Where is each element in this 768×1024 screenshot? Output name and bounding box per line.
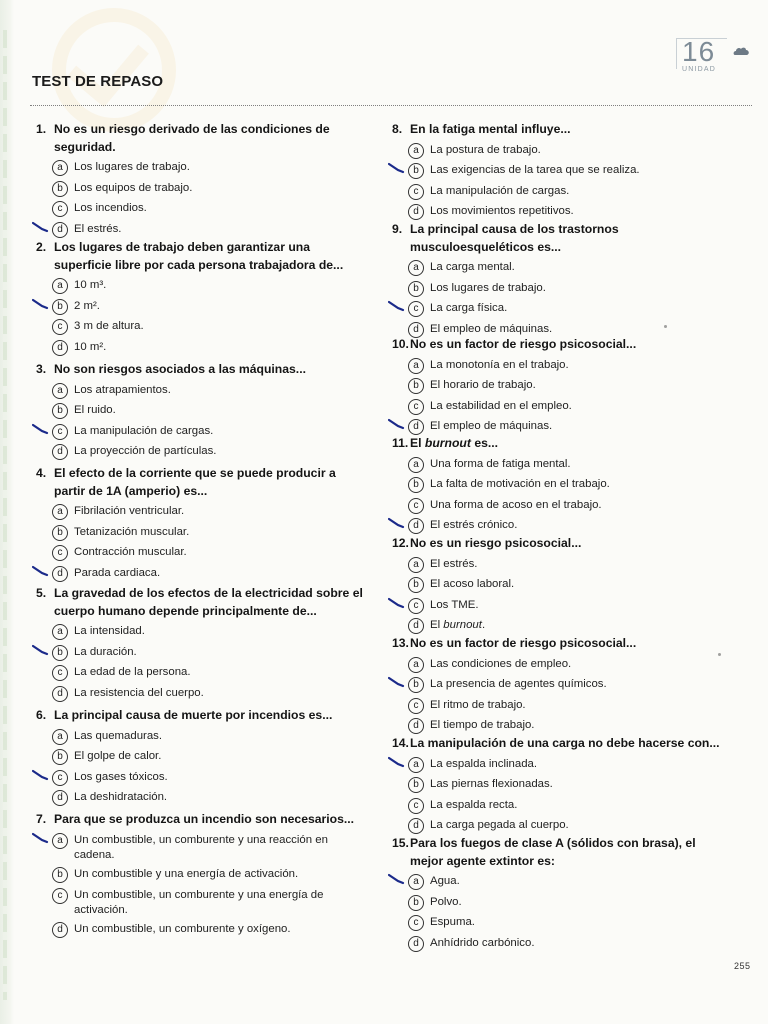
answer-option-d[interactable] bbox=[34, 222, 364, 238]
option-letter-circle: d bbox=[408, 618, 424, 634]
question-text bbox=[34, 361, 364, 379]
option-letter-circle: d bbox=[408, 936, 424, 952]
answer-option-d[interactable] bbox=[390, 204, 720, 220]
option-letter-circle: a bbox=[408, 358, 424, 374]
answer-option-a[interactable] bbox=[390, 757, 720, 773]
question-q1 bbox=[34, 121, 364, 238]
question-stem: En la fatiga mental influye... bbox=[410, 122, 571, 136]
pen-check-mark-icon bbox=[32, 565, 50, 577]
option-letter-circle: b bbox=[408, 477, 424, 493]
option-text: Contracción muscular. bbox=[74, 546, 187, 559]
option-letter-circle: a bbox=[52, 624, 68, 640]
answer-option-a[interactable] bbox=[34, 383, 364, 399]
answer-option-c[interactable] bbox=[34, 665, 364, 681]
answer-option-c[interactable] bbox=[390, 915, 720, 931]
option-text: La monotonía en el trabajo. bbox=[430, 358, 569, 371]
answer-option-c[interactable] bbox=[34, 319, 364, 335]
answer-option-c[interactable] bbox=[34, 770, 364, 786]
pen-check-mark-icon bbox=[32, 221, 50, 233]
question-q12 bbox=[390, 535, 720, 634]
question-text bbox=[390, 435, 720, 453]
option-letter-circle: d bbox=[52, 340, 68, 356]
option-letter-circle: b bbox=[52, 299, 68, 315]
unit-number: 16 bbox=[682, 36, 716, 67]
option-text: El empleo de máquinas. bbox=[430, 322, 553, 335]
option-letter-circle: b bbox=[52, 645, 68, 661]
question-stem: La manipulación de una carga no debe hacerse con... bbox=[410, 736, 720, 750]
answer-option-a[interactable] bbox=[34, 278, 364, 294]
question-stem: El burnout es... bbox=[410, 436, 499, 450]
answer-option-b[interactable] bbox=[390, 163, 720, 179]
option-text: Los lugares de trabajo. bbox=[74, 161, 190, 174]
option-letter-circle: a bbox=[408, 874, 424, 890]
option-text: La duración. bbox=[74, 645, 137, 658]
question-text bbox=[34, 239, 364, 274]
option-letter-circle: b bbox=[408, 777, 424, 793]
answer-option-d[interactable] bbox=[34, 444, 364, 460]
option-text: Un combustible, un comburente y una energía de activación. bbox=[74, 888, 324, 916]
unit-label: UNIDAD bbox=[682, 66, 717, 73]
pen-check-mark-icon bbox=[32, 644, 50, 656]
option-letter-circle: a bbox=[52, 729, 68, 745]
option-letter-circle: d bbox=[408, 322, 424, 338]
option-text: La carga física. bbox=[430, 302, 508, 315]
unit-cloud-icon bbox=[732, 42, 752, 62]
option-letter-circle: a bbox=[52, 383, 68, 399]
option-text: Las quemaduras. bbox=[74, 729, 163, 742]
question-q10 bbox=[390, 336, 720, 435]
option-letter-circle: a bbox=[408, 757, 424, 773]
page-title: TEST DE REPASO bbox=[32, 73, 164, 90]
option-text: Las piernas flexionadas. bbox=[430, 778, 553, 791]
question-q14 bbox=[390, 735, 720, 834]
option-text: El burnout. bbox=[430, 619, 486, 632]
option-letter-circle: a bbox=[408, 457, 424, 473]
option-letter-circle: c bbox=[408, 399, 424, 415]
question-q11 bbox=[390, 435, 720, 534]
option-text: La deshidratación. bbox=[74, 791, 168, 804]
question-stem: No es un factor de riesgo psicosocial... bbox=[410, 337, 637, 351]
question-number: 15. bbox=[392, 836, 409, 850]
option-letter-circle: c bbox=[52, 545, 68, 561]
option-letter-circle: c bbox=[52, 424, 68, 440]
answer-option-b[interactable] bbox=[34, 299, 364, 315]
question-text bbox=[390, 221, 720, 256]
answer-option-d[interactable] bbox=[390, 818, 720, 834]
answer-option-d[interactable] bbox=[390, 618, 720, 634]
question-text bbox=[390, 535, 720, 553]
answer-option-a[interactable] bbox=[34, 729, 364, 745]
option-letter-circle: a bbox=[52, 504, 68, 520]
option-text: El acoso laboral. bbox=[430, 578, 515, 591]
option-letter-circle: a bbox=[52, 833, 68, 849]
pen-check-mark-icon bbox=[388, 597, 406, 609]
answer-option-b[interactable] bbox=[390, 895, 720, 911]
question-q5 bbox=[34, 585, 364, 702]
pen-check-mark-icon bbox=[388, 873, 406, 885]
question-number: 4. bbox=[36, 466, 47, 480]
option-text: 10 m². bbox=[74, 340, 107, 353]
option-letter-circle: d bbox=[408, 818, 424, 834]
question-number: 6. bbox=[36, 708, 47, 722]
answer-option-d[interactable] bbox=[390, 718, 720, 734]
question-q15 bbox=[390, 835, 720, 952]
option-letter-circle: d bbox=[408, 419, 424, 435]
option-text: La carga pegada al cuerpo. bbox=[430, 819, 569, 832]
question-text bbox=[34, 121, 364, 156]
question-q3 bbox=[34, 361, 364, 460]
option-text: El horario de trabajo. bbox=[430, 379, 536, 392]
option-text: Un combustible, un comburente y oxígeno. bbox=[74, 923, 291, 936]
option-text: El ritmo de trabajo. bbox=[430, 698, 526, 711]
answer-option-c[interactable] bbox=[390, 184, 720, 200]
question-q9 bbox=[390, 221, 720, 338]
question-q4 bbox=[34, 465, 364, 582]
pen-check-mark-icon bbox=[32, 769, 50, 781]
option-text: La falta de motivación en el trabajo. bbox=[430, 478, 610, 491]
option-letter-circle: d bbox=[408, 518, 424, 534]
question-number: 14. bbox=[392, 736, 409, 750]
option-text: Los incendios. bbox=[74, 202, 147, 215]
answer-option-a[interactable] bbox=[34, 624, 364, 640]
question-q2 bbox=[34, 239, 364, 356]
answer-option-a[interactable] bbox=[390, 874, 720, 890]
answer-option-d[interactable] bbox=[390, 518, 720, 534]
question-stem: Los lugares de trabajo deben garantizar una superficie libre por cada persona trabajadora de... bbox=[54, 240, 344, 272]
pen-check-mark-icon bbox=[388, 162, 406, 174]
answer-option-a[interactable] bbox=[34, 833, 364, 863]
option-text: La espalda recta. bbox=[430, 798, 518, 811]
question-text bbox=[390, 735, 720, 753]
answer-option-c[interactable] bbox=[34, 888, 364, 918]
question-number: 1. bbox=[36, 122, 47, 136]
option-text: Tetanización muscular. bbox=[74, 525, 190, 538]
answer-option-c[interactable] bbox=[390, 399, 720, 415]
option-text: Espuma. bbox=[430, 916, 475, 929]
question-text bbox=[34, 465, 364, 500]
scan-speck bbox=[718, 653, 721, 656]
option-letter-circle: b bbox=[408, 895, 424, 911]
option-letter-circle: c bbox=[52, 888, 68, 904]
option-text: 10 m³. bbox=[74, 279, 107, 292]
answer-option-a[interactable] bbox=[34, 160, 364, 176]
option-text: La proyección de partículas. bbox=[74, 445, 217, 458]
pen-check-mark-icon bbox=[388, 756, 406, 768]
option-letter-circle: d bbox=[408, 204, 424, 220]
option-text: Fibrilación ventricular. bbox=[74, 505, 185, 518]
unit-badge bbox=[676, 36, 754, 76]
answer-option-d[interactable] bbox=[390, 419, 720, 435]
answer-option-c[interactable] bbox=[390, 798, 720, 814]
question-text bbox=[390, 336, 720, 354]
option-letter-circle: b bbox=[52, 749, 68, 765]
option-letter-circle: c bbox=[408, 301, 424, 317]
option-text: La resistencia del cuerpo. bbox=[74, 686, 204, 699]
answer-option-a[interactable] bbox=[390, 657, 720, 673]
question-stem: No son riesgos asociados a las máquinas... bbox=[54, 362, 306, 376]
option-text: Los gases tóxicos. bbox=[74, 770, 168, 783]
question-stem: Para que se produzca un incendio son necesarios... bbox=[54, 812, 355, 826]
question-q6 bbox=[34, 707, 364, 806]
answer-option-c[interactable] bbox=[390, 698, 720, 714]
option-letter-circle: c bbox=[408, 598, 424, 614]
option-italic-term: burnout bbox=[443, 619, 482, 632]
pen-check-mark-icon bbox=[388, 517, 406, 529]
answer-option-b[interactable] bbox=[390, 677, 720, 693]
option-text: 2 m². bbox=[74, 299, 100, 312]
page-edge-strip bbox=[0, 0, 14, 1024]
option-text: Un combustible y una energía de activación. bbox=[74, 868, 299, 881]
option-letter-circle: c bbox=[408, 184, 424, 200]
option-letter-circle: a bbox=[408, 260, 424, 276]
option-text: Anhídrido carbónico. bbox=[430, 936, 535, 949]
option-text: Parada cardiaca. bbox=[74, 566, 161, 579]
option-text: Los atrapamientos. bbox=[74, 383, 171, 396]
pen-check-mark-icon bbox=[388, 676, 406, 688]
answer-option-a[interactable] bbox=[390, 557, 720, 573]
option-text: La edad de la persona. bbox=[74, 666, 191, 679]
answer-option-c[interactable] bbox=[34, 424, 364, 440]
option-text: El estrés. bbox=[430, 557, 478, 570]
option-letter-circle: c bbox=[52, 201, 68, 217]
option-letter-circle: d bbox=[52, 222, 68, 238]
option-letter-circle: a bbox=[408, 557, 424, 573]
option-letter-circle: d bbox=[52, 790, 68, 806]
answer-option-d[interactable] bbox=[34, 922, 364, 938]
question-stem: No es un riesgo psicosocial... bbox=[410, 536, 582, 550]
question-number: 3. bbox=[36, 362, 47, 376]
option-text: El ruido. bbox=[74, 404, 116, 417]
option-text: El estrés crónico. bbox=[430, 519, 518, 532]
option-letter-circle: b bbox=[408, 677, 424, 693]
option-text: Los equipos de trabajo. bbox=[74, 181, 193, 194]
option-text: La postura de trabajo. bbox=[430, 143, 541, 156]
option-letter-circle: d bbox=[52, 566, 68, 582]
question-number: 2. bbox=[36, 240, 47, 254]
answer-option-b[interactable] bbox=[390, 378, 720, 394]
option-letter-circle: c bbox=[408, 498, 424, 514]
option-text: El empleo de máquinas. bbox=[430, 420, 553, 433]
answer-option-d[interactable] bbox=[34, 566, 364, 582]
answer-option-d[interactable] bbox=[34, 686, 364, 702]
question-number: 8. bbox=[392, 122, 403, 136]
option-letter-circle: c bbox=[52, 665, 68, 681]
option-text: El tiempo de trabajo. bbox=[430, 719, 535, 732]
option-text: La estabilidad en el empleo. bbox=[430, 399, 572, 412]
option-text: Los lugares de trabajo. bbox=[430, 281, 546, 294]
option-letter-circle: b bbox=[52, 181, 68, 197]
question-stem: No es un factor de riesgo psicosocial... bbox=[410, 636, 637, 650]
question-q13 bbox=[390, 635, 720, 734]
question-text bbox=[390, 835, 720, 870]
pen-check-mark-icon bbox=[388, 418, 406, 430]
answer-option-b[interactable] bbox=[34, 403, 364, 419]
answer-option-b[interactable] bbox=[390, 477, 720, 493]
question-text bbox=[34, 811, 364, 829]
answer-option-a[interactable] bbox=[390, 358, 720, 374]
option-letter-circle: b bbox=[52, 403, 68, 419]
option-letter-circle: a bbox=[52, 278, 68, 294]
question-text bbox=[34, 585, 364, 620]
answer-option-d[interactable] bbox=[34, 790, 364, 806]
answer-option-c[interactable] bbox=[390, 598, 720, 614]
option-text: 3 m de altura. bbox=[74, 320, 144, 333]
option-text: Agua. bbox=[430, 875, 460, 888]
question-number: 11. bbox=[392, 436, 409, 450]
option-text: Polvo. bbox=[430, 895, 462, 908]
answer-option-c[interactable] bbox=[390, 301, 720, 317]
answer-option-a[interactable] bbox=[390, 260, 720, 276]
answer-option-b[interactable] bbox=[34, 645, 364, 661]
option-text: Los movimientos repetitivos. bbox=[430, 205, 574, 218]
question-stem: La gravedad de los efectos de la electricidad sobre el cuerpo humano depende principalmente de... bbox=[54, 586, 363, 618]
answer-option-c[interactable] bbox=[390, 498, 720, 514]
answer-option-c[interactable] bbox=[34, 545, 364, 561]
option-letter-circle: b bbox=[408, 281, 424, 297]
answer-option-b[interactable] bbox=[390, 577, 720, 593]
answer-option-b[interactable] bbox=[390, 281, 720, 297]
option-text: El golpe de calor. bbox=[74, 750, 162, 763]
answer-option-c[interactable] bbox=[34, 201, 364, 217]
scan-speck bbox=[664, 325, 667, 328]
option-letter-circle: a bbox=[408, 657, 424, 673]
option-text: La intensidad. bbox=[74, 625, 145, 638]
question-italic-term: burnout bbox=[424, 436, 471, 450]
question-number: 10. bbox=[392, 337, 409, 351]
page-number: 255 bbox=[734, 961, 751, 971]
option-letter-circle: b bbox=[408, 577, 424, 593]
option-letter-circle: d bbox=[408, 718, 424, 734]
question-stem: El efecto de la corriente que se puede producir a partir de 1A (amperio) es... bbox=[54, 466, 336, 498]
question-text bbox=[390, 635, 720, 653]
question-q7 bbox=[34, 811, 364, 938]
option-text: Una forma de fatiga mental. bbox=[430, 457, 571, 470]
option-text: Las exigencias de la tarea que se realiza. bbox=[430, 164, 640, 177]
answer-option-d[interactable] bbox=[390, 936, 720, 952]
option-letter-circle: c bbox=[52, 319, 68, 335]
answer-option-b[interactable] bbox=[34, 749, 364, 765]
question-number: 13. bbox=[392, 636, 409, 650]
question-stem: La principal causa de muerte por incendios es... bbox=[54, 708, 333, 722]
question-number: 5. bbox=[36, 586, 47, 600]
pen-check-mark-icon bbox=[32, 832, 50, 844]
question-text bbox=[34, 707, 364, 725]
answer-option-b[interactable] bbox=[34, 181, 364, 197]
option-letter-circle: a bbox=[408, 143, 424, 159]
answer-option-a[interactable] bbox=[34, 504, 364, 520]
answer-option-b[interactable] bbox=[34, 867, 364, 883]
option-text: La manipulación de cargas. bbox=[430, 184, 570, 197]
question-stem: Para los fuegos de clase A (sólidos con brasa), el mejor agente extintor es: bbox=[410, 836, 696, 868]
option-letter-circle: b bbox=[408, 378, 424, 394]
option-text: Una forma de acoso en el trabajo. bbox=[430, 498, 602, 511]
option-letter-circle: c bbox=[408, 698, 424, 714]
question-stem: No es un riesgo derivado de las condiciones de seguridad. bbox=[54, 122, 330, 154]
option-text: La presencia de agentes químicos. bbox=[430, 678, 607, 691]
option-text: El estrés. bbox=[74, 222, 122, 235]
header-rule bbox=[30, 105, 752, 106]
question-number: 9. bbox=[392, 222, 403, 236]
option-text: Las condiciones de empleo. bbox=[430, 657, 572, 670]
option-text: La manipulación de cargas. bbox=[74, 424, 214, 437]
answer-option-b[interactable] bbox=[390, 777, 720, 793]
option-text: Un combustible, un comburente y una reacción en cadena. bbox=[74, 833, 328, 861]
option-text: Los TME. bbox=[430, 598, 479, 611]
answer-option-b[interactable] bbox=[34, 525, 364, 541]
question-number: 7. bbox=[36, 812, 47, 826]
checkmark-watermark-icon bbox=[52, 8, 176, 132]
answer-option-a[interactable] bbox=[390, 143, 720, 159]
option-letter-circle: c bbox=[52, 770, 68, 786]
pen-check-mark-icon bbox=[388, 300, 406, 312]
option-letter-circle: d bbox=[52, 444, 68, 460]
option-letter-circle: d bbox=[52, 922, 68, 938]
question-number: 12. bbox=[392, 536, 409, 550]
option-letter-circle: b bbox=[52, 525, 68, 541]
pen-check-mark-icon bbox=[32, 423, 50, 435]
option-letter-circle: b bbox=[52, 867, 68, 883]
answer-option-d[interactable] bbox=[34, 340, 364, 356]
pen-check-mark-icon bbox=[32, 298, 50, 310]
answer-option-a[interactable] bbox=[390, 457, 720, 473]
option-text: La espalda inclinada. bbox=[430, 757, 538, 770]
option-text: La carga mental. bbox=[430, 261, 515, 274]
option-letter-circle: c bbox=[408, 915, 424, 931]
question-stem: La principal causa de los trastornos musculoesqueléticos es... bbox=[410, 222, 619, 254]
option-letter-circle: c bbox=[408, 798, 424, 814]
question-text bbox=[390, 121, 720, 139]
option-letter-circle: b bbox=[408, 163, 424, 179]
question-q8 bbox=[390, 121, 720, 220]
option-letter-circle: d bbox=[52, 686, 68, 702]
option-letter-circle: a bbox=[52, 160, 68, 176]
